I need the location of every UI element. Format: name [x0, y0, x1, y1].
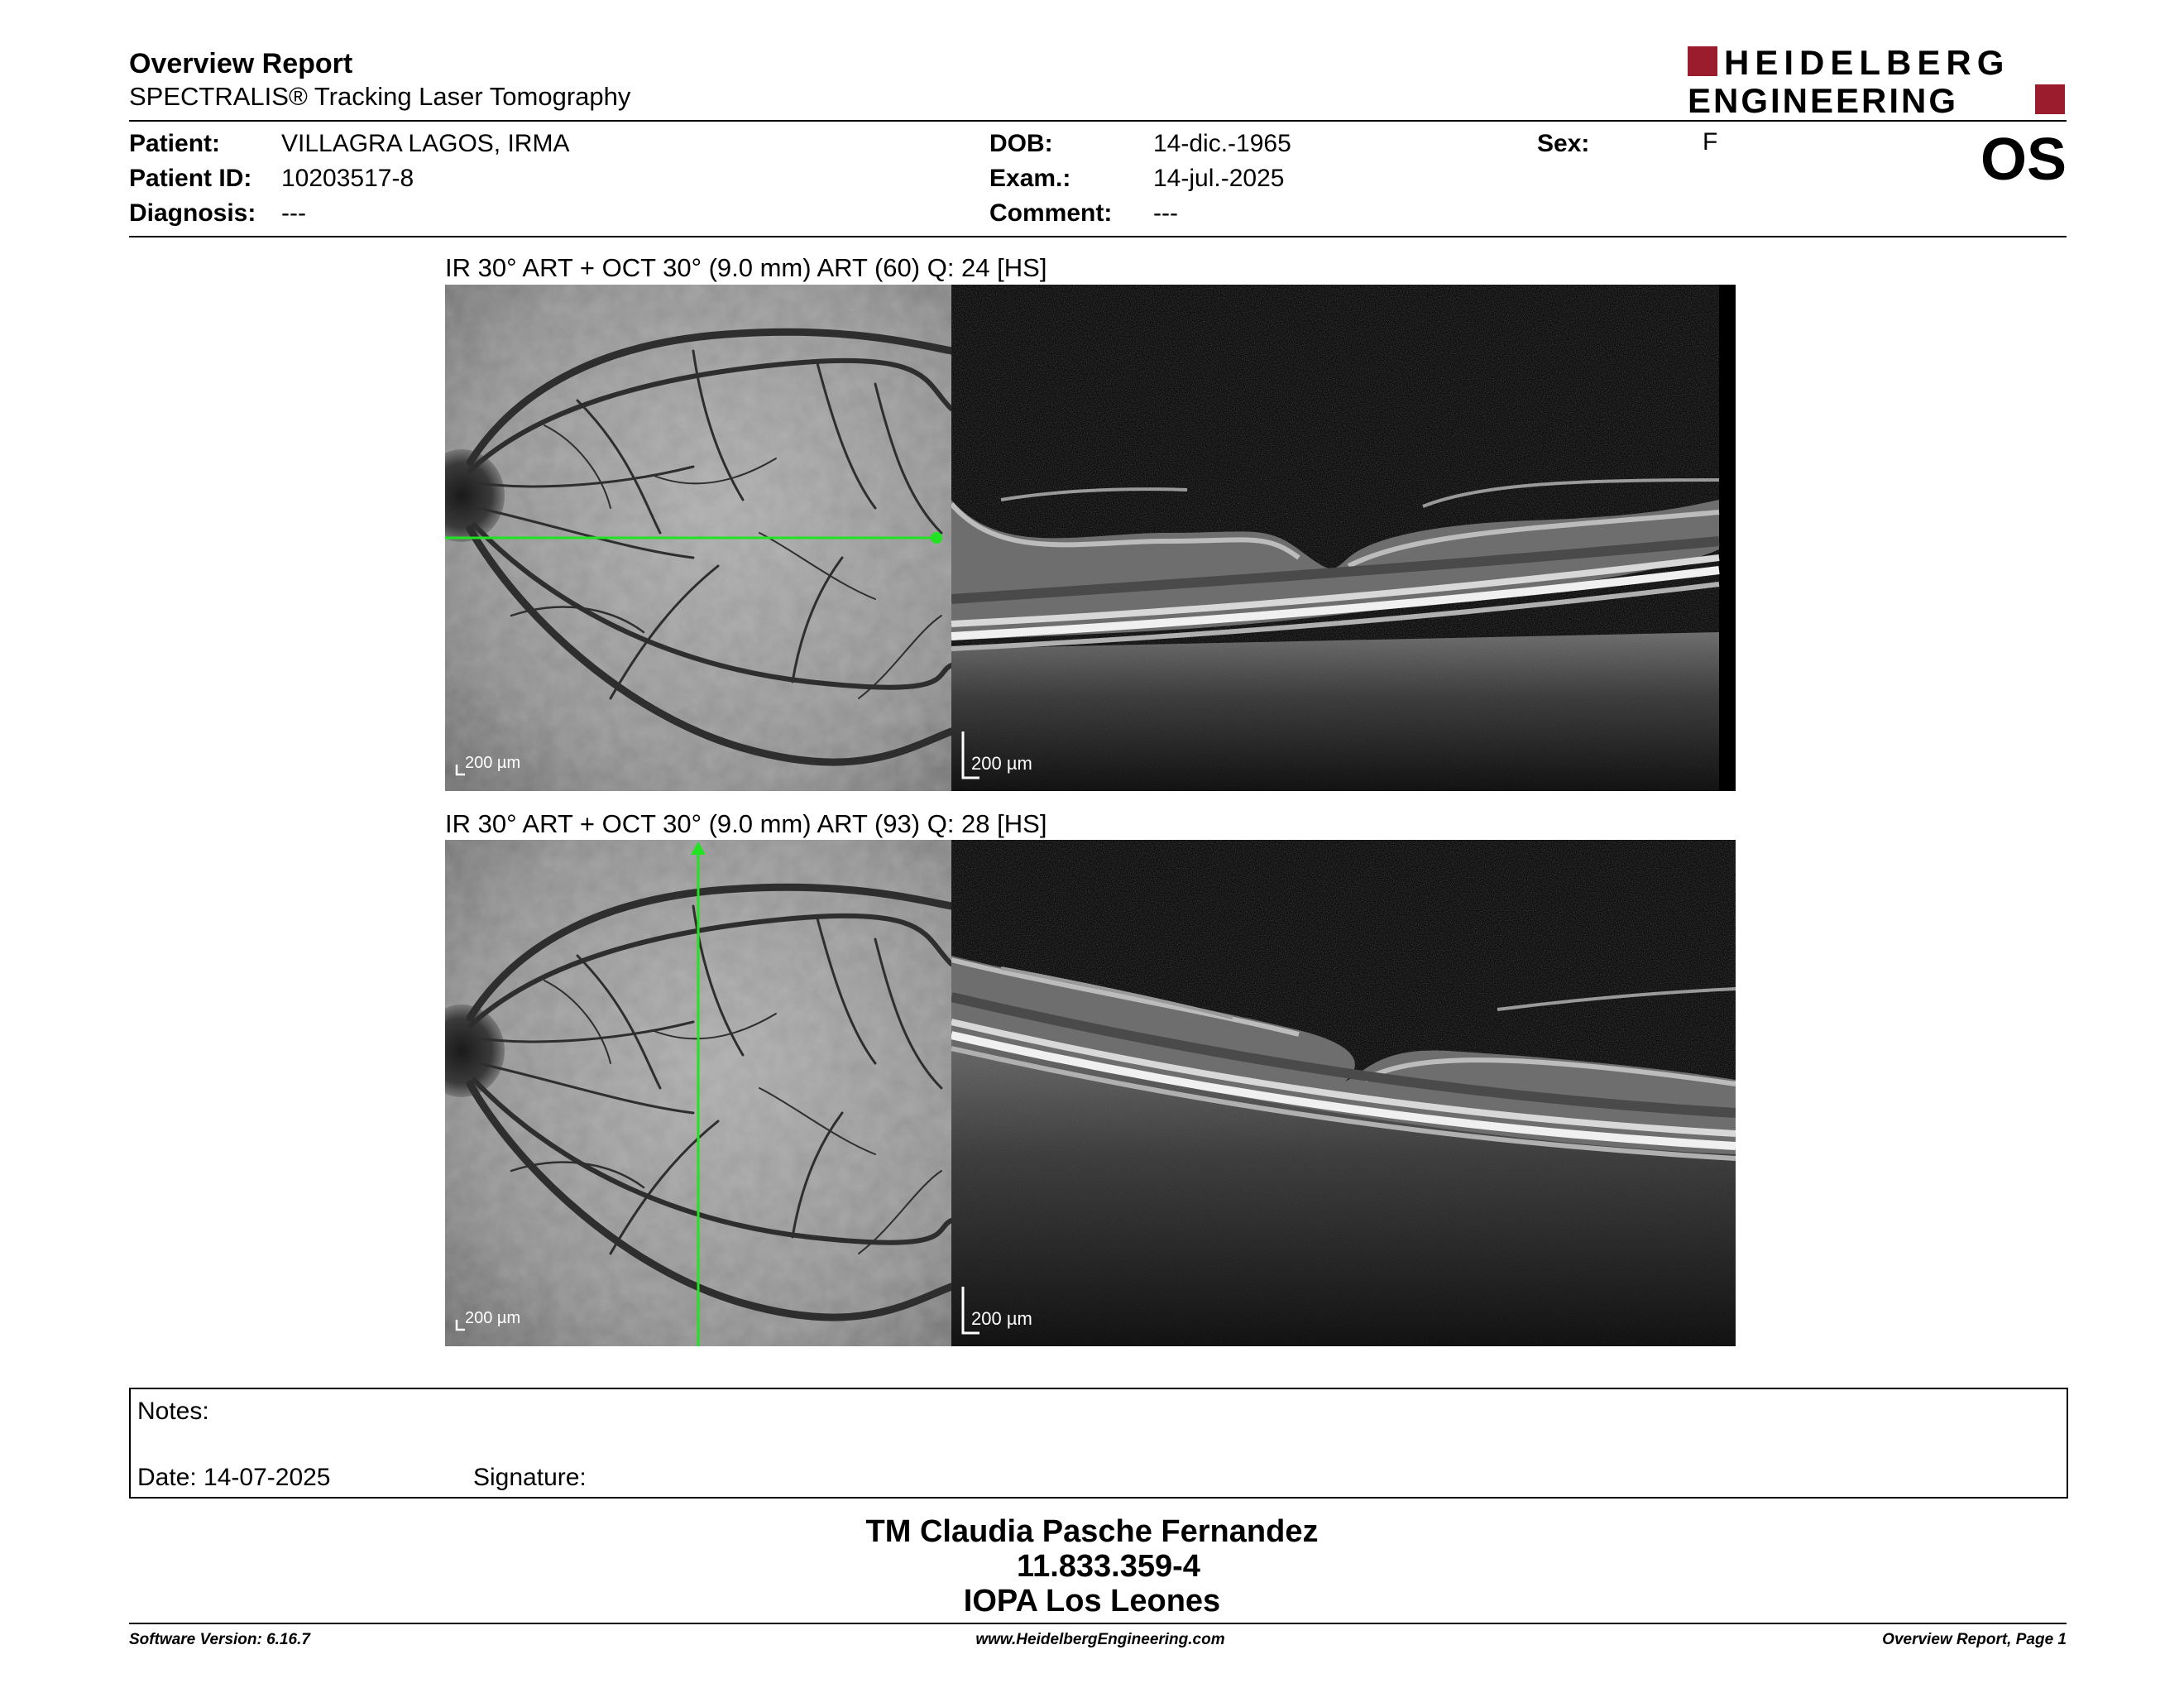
scan-1-title: IR 30° ART + OCT 30° (9.0 mm) ART (60) Q: 24 [HS] [445, 253, 1047, 282]
scan-2-oct-image [951, 840, 1736, 1346]
sex-label: Sex: [1537, 130, 1590, 157]
patient-id: 10203517-8 [281, 165, 414, 192]
diagnosis-value: --- [281, 199, 306, 227]
sex-value: F [1703, 128, 1718, 156]
patient-name: VILLAGRA LAGOS, IRMA [281, 130, 570, 157]
scan-2-oct-scale: 200 µm [971, 1308, 1032, 1329]
website-link[interactable]: www.HeidelbergEngineering.com [975, 1631, 1225, 1648]
diagnosis-label: Diagnosis: [129, 199, 256, 227]
software-version: Software Version: 6.16.7 [129, 1631, 310, 1648]
logo-line1: HEIDELBERG [1724, 45, 2010, 82]
report-subtitle: SPECTRALIS® Tracking Laser Tomography [129, 82, 631, 111]
heidelberg-logo [1688, 45, 2065, 117]
patient-divider [129, 236, 2067, 237]
exam-value: 14-jul.-2025 [1153, 165, 1285, 192]
dob-label: DOB: [989, 130, 1053, 157]
logo-line2: ENGINEERING [1688, 81, 1959, 117]
patient-id-label: Patient ID: [129, 165, 252, 192]
comment-label: Comment: [989, 199, 1113, 227]
report-title: Overview Report [129, 48, 353, 79]
scan-1-fundus-image [445, 285, 951, 791]
patient-label: Patient: [129, 130, 221, 157]
stamp-clinic: IOPA Los Leones [963, 1584, 1221, 1618]
stamp-name: TM Claudia Pasche Fernandez [865, 1514, 1319, 1549]
scan-2-fundus-scale: 200 µm [465, 1309, 521, 1327]
scan-2-title: IR 30° ART + OCT 30° (9.0 mm) ART (93) Q: 28 [HS] [445, 809, 1047, 838]
stamp-id: 11.833.359-4 [1017, 1549, 1200, 1584]
signature-label: Signature: [473, 1464, 587, 1491]
footer-divider [129, 1623, 2067, 1624]
date-label: Date: 14-07-2025 [137, 1464, 331, 1491]
notes-box[interactable] [129, 1388, 2068, 1499]
scan-1-oct-image [951, 285, 1736, 791]
scan-2-fundus-image [445, 840, 951, 1346]
eye-indicator: OS [1980, 127, 2067, 193]
scan-1-oct-scale: 200 µm [971, 753, 1032, 774]
page-number: Overview Report, Page 1 [1882, 1631, 2067, 1648]
scan-1-fundus-scale: 200 µm [465, 754, 521, 772]
exam-label: Exam.: [989, 165, 1071, 192]
header-divider [129, 120, 2067, 122]
dob-value: 14-dic.-1965 [1153, 130, 1291, 157]
notes-label: Notes: [137, 1398, 209, 1425]
comment-value: --- [1153, 199, 1178, 227]
